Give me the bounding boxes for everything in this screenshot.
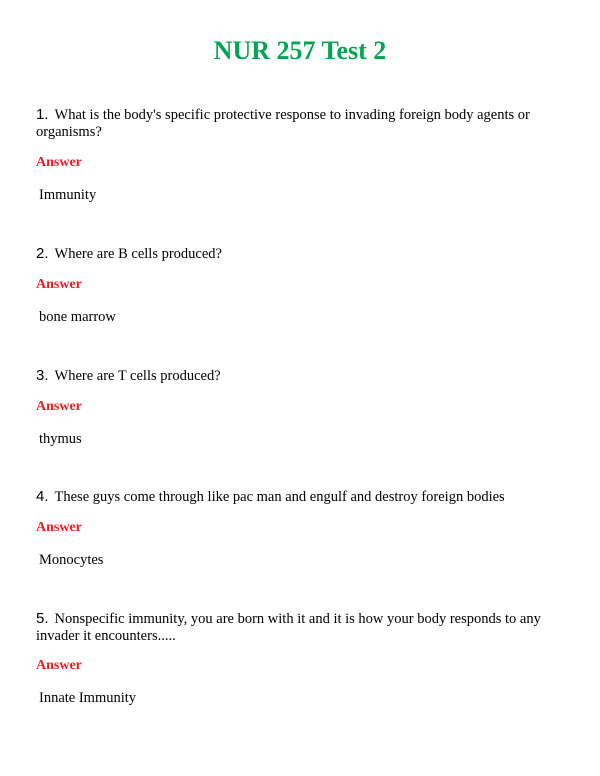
question-3 [36,367,568,385]
question-number: 3. [36,367,49,384]
question-text: Nonspecific immunity, you are born with it and it is how your body responds to any invader it encounters..... [36,611,541,644]
answer-text: Monocytes [39,552,104,568]
qa-item-2 [36,245,568,325]
question-text: Where are T cells produced? [54,368,221,384]
question-2 [36,245,568,263]
question-5 [36,610,568,645]
question-number: 4. [36,488,49,505]
answer-text: thymus [39,431,82,447]
qa-item-4 [36,488,568,568]
answer-text: Immunity [39,187,97,203]
answer-label: Answer [36,520,82,535]
answer-label: Answer [36,155,82,170]
answer-label: Answer [36,658,82,673]
question-1 [36,106,568,141]
answer-label: Answer [36,399,82,414]
qa-item-1 [36,106,568,203]
page-title: NUR 257 Test 2 [213,36,387,65]
question-text: These guys come through like pac man and engulf and destroy foreign bodies [54,489,505,505]
question-text: What is the body's specific protective response to invading foreign body agents or organisms? [36,107,530,140]
question-number: 5. [36,610,49,627]
question-number: 1. [36,106,49,123]
question-4 [36,488,568,506]
answer-text: Innate Immunity [39,690,137,706]
qa-item-5 [36,610,568,706]
answer-label: Answer [36,277,82,292]
question-text: Where are B cells produced? [54,246,222,262]
qa-item-3 [36,367,568,447]
question-number: 2. [36,245,49,262]
answer-text: bone marrow [39,309,116,325]
